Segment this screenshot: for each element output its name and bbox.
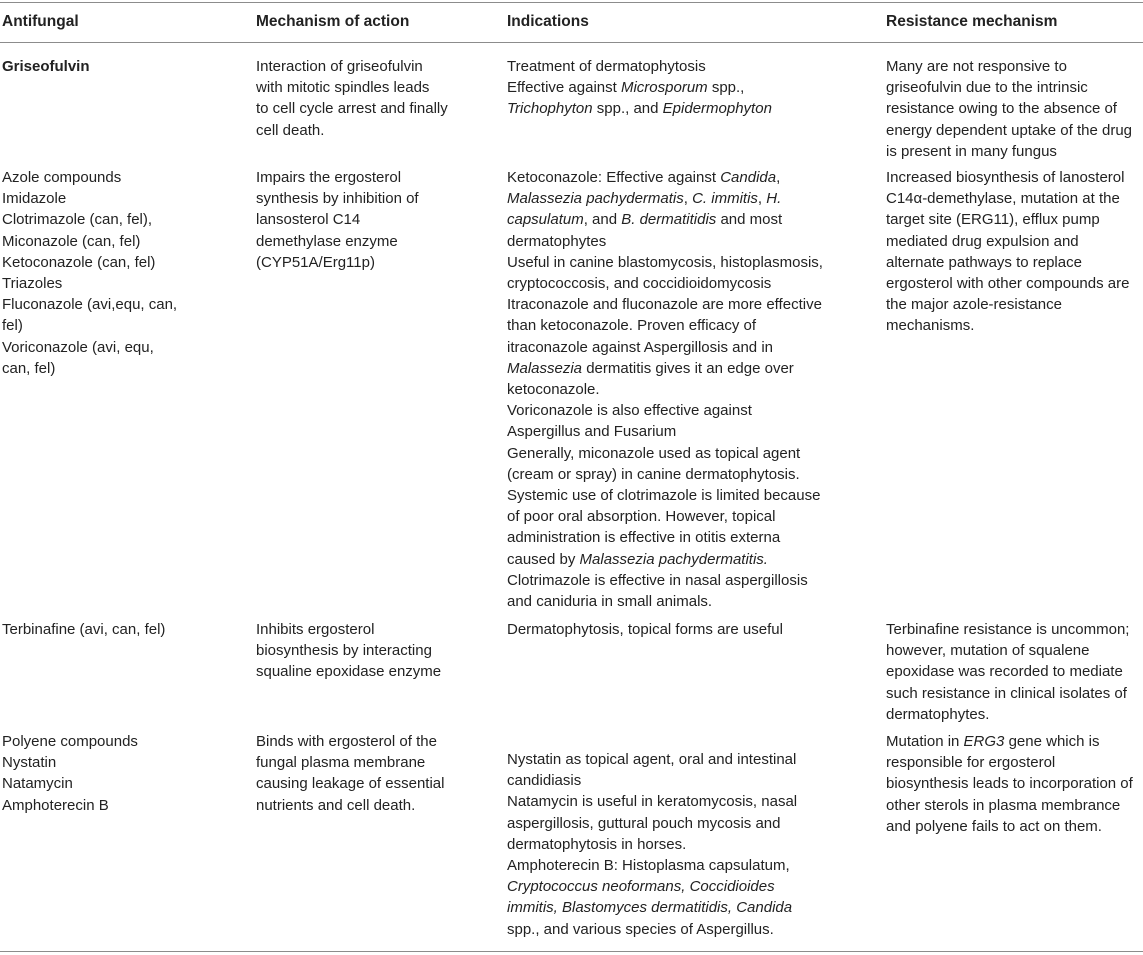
row-griseofulvin-resistance [886,56,1132,162]
italic-text: Malassezia pachydermatis [507,190,684,208]
text-line [886,231,1129,252]
text-segment: , [776,169,781,186]
text-segment: C14α-demethylase, mutation at the [886,190,1120,208]
header-rule [0,42,1143,43]
text-segment: responsible for ergosterol [886,754,1056,772]
text-line: Inhibits ergosterol [256,621,375,638]
text-segment: epoxidase was recorded to mediate [886,663,1123,681]
text-line [886,795,1133,816]
text-line: cell death. [256,121,325,139]
text-line: causing leakage of essential [256,775,445,793]
text-line [507,855,797,876]
text-line [507,464,823,485]
text-line [507,919,797,940]
text-line [886,77,1132,98]
text-line [886,315,1129,336]
text-line [886,619,1129,640]
row-terbinafine-mechanism [256,619,441,683]
text-segment: target site (ERG11), efflux pump [886,211,1100,229]
text-segment: Itraconazole and fluconazole are more effective [507,296,822,314]
row-azoles-resistance [886,167,1129,337]
text-segment: Terbinafine resistance is uncommon; [886,621,1130,638]
text-line [886,273,1129,294]
text-segment: spp., and [592,100,663,118]
text-segment: than ketoconazole. Proven efficacy of [507,317,757,335]
text-line [507,749,797,770]
text-segment: Generally, miconazole used as topical agent [507,444,801,462]
text-line [886,141,1132,162]
text-segment: mediated drug expulsion and [886,232,1079,250]
text-line [886,752,1133,773]
text-segment: Nystatin as topical agent, oral and intestinal [507,751,797,768]
text-line [886,640,1129,661]
text-line: Azole compounds [2,169,122,186]
text-segment: aspergillosis, guttural pouch mycosis and [507,814,781,832]
text-line: (CYP51A/Erg11p) [256,253,375,271]
text-segment: is present in many fungus [886,142,1057,160]
text-line [507,791,797,812]
text-line: Imidazole [2,190,67,208]
text-line: Clotrimazole (can, fel), [2,211,153,229]
text-line [507,485,823,506]
text-segment: spp., [707,79,745,97]
text-line: can, fel) [2,359,56,377]
text-segment: (cream or spray) in canine dermatophytosis. [507,465,800,483]
italic-text: H. [766,190,782,208]
text-line: Amphoterecin B [2,796,109,814]
text-line [886,773,1133,794]
text-line [507,443,823,464]
text-segment: spp., and various species of Aspergillus. [507,920,774,938]
header-resistance: Resistance mechanism [886,13,1058,30]
text-segment: , and [583,211,622,229]
italic-text: capsulatum [507,211,584,229]
text-line [886,56,1132,77]
text-line: Terbinafine (avi, can, fel) [2,621,166,638]
text-segment: , [757,190,767,208]
text-line [886,704,1129,725]
text-line [886,120,1132,141]
text-line [507,379,823,400]
text-line [507,400,823,421]
text-segment: Increased biosynthesis of lanosterol [886,169,1125,186]
text-line [507,876,797,897]
italic-text: Malassezia [507,359,583,377]
text-line: nutrients and cell death. [256,796,416,814]
italic-text: ERG3 [963,733,1005,750]
text-line [886,188,1129,209]
text-line [507,527,823,548]
row-terbinafine-indications [507,619,783,640]
text-segment: itraconazole against Aspergillosis and in [507,338,773,356]
text-segment: such resistance in clinical isolates of [886,684,1127,702]
text-segment: Dermatophytosis, topical forms are useful [507,621,783,638]
text-line [886,731,1133,752]
italic-text: immitis, Blastomyces dermatitidis, Candida [507,899,793,917]
row-azoles-antifungal [2,167,177,379]
text-line [507,252,823,273]
text-line [507,813,797,834]
text-line: Miconazole (can, fel) [2,232,141,250]
text-line [507,273,823,294]
text-line [507,209,823,230]
text-segment: and caniduria in small animals. [507,593,713,611]
text-line [886,294,1129,315]
text-line: Fluconazole (avi,equ, can, [2,296,178,314]
text-segment: candidiasis [507,772,582,790]
text-line: Binds with ergosterol of the [256,733,437,750]
text-segment: dermatitis gives it an edge over [582,359,794,377]
text-line [507,549,823,570]
italic-text: B. dermatitidis [621,211,717,229]
text-segment: and most [716,211,783,229]
text-segment: caused by [507,550,580,568]
header-mechanism: Mechanism of action [256,13,410,30]
italic-text: Trichophyton [507,100,593,118]
text-line: biosynthesis by interacting [256,642,432,660]
header-antifungal: Antifungal [2,13,79,30]
text-line [507,315,823,336]
table-top-rule [0,2,1143,3]
italic-text: C. immitis [692,190,758,208]
text-line [507,98,772,119]
text-segment: and polyene fails to act on them. [886,817,1102,835]
italic-text: Cryptococcus neoformans, Coccidioides [507,878,775,896]
text-line: Polyene compounds [2,733,138,750]
text-line: synthesis by inhibition of [256,190,419,208]
text-segment: dermatophytes. [886,705,990,723]
text-segment: Ketoconazole: Effective against [507,169,721,186]
text-line [886,661,1129,682]
row-polyenes-resistance [886,731,1133,837]
text-segment: administration is effective in otitis externa [507,529,781,547]
table-bottom-rule [0,951,1143,952]
text-line: Triazoles [2,275,63,293]
italic-text: Candida [720,169,777,186]
text-segment: resistance owing to the absence of [886,100,1117,118]
text-line [507,897,797,918]
text-line: Griseofulvin [2,58,90,75]
text-segment: Voriconazole is also effective against [507,402,752,420]
text-line: squaline epoxidase enzyme [256,663,442,681]
text-segment: Many are not responsive to [886,58,1067,75]
text-line [507,294,823,315]
text-line: fel) [2,317,23,335]
text-line [507,421,823,442]
text-segment: biosynthesis leads to incorporation of [886,775,1133,793]
row-polyenes-antifungal [2,731,138,816]
italic-text: Malassezia pachydermatitis. [579,550,768,568]
text-line: Ketoconazole (can, fel) [2,253,156,271]
text-line: fungal plasma membrane [256,754,426,772]
text-line: to cell cycle arrest and finally [256,100,448,118]
text-segment: energy dependent uptake of the drug [886,121,1133,139]
row-griseofulvin-antifungal [2,56,90,77]
header-indications: Indications [507,13,589,30]
italic-text: Epidermophyton [662,100,772,118]
row-azoles-mechanism [256,167,419,273]
text-line [507,619,783,640]
text-line [507,337,823,358]
text-segment: the major azole-resistance [886,296,1062,314]
italic-text: Microsporum [620,79,708,97]
text-segment: ketoconazole. [507,381,600,399]
text-line: Interaction of griseofulvin [256,58,423,75]
text-line [886,98,1132,119]
text-line [507,231,823,252]
row-terbinafine-antifungal [2,619,165,640]
text-segment: Effective against [507,79,621,97]
text-line [507,77,772,98]
row-polyenes-mechanism [256,731,444,816]
text-segment: of poor oral absorption. However, topical [507,508,776,526]
text-line [507,188,823,209]
text-line: lansosterol C14 [256,211,361,229]
text-segment: gene which is [1004,733,1100,750]
text-segment: cryptococcosis, and coccidioidomycosis [507,275,772,293]
text-line: demethylase enzyme [256,232,398,250]
text-segment: Amphoterecin B: Histoplasma capsulatum, [507,857,790,875]
text-segment: other sterols in plasma membrance [886,796,1121,814]
text-segment: Aspergillus and Fusarium [507,423,677,441]
row-griseofulvin-indications [507,56,772,120]
text-segment: mechanisms. [886,317,975,335]
text-segment: dermatophytes [507,232,607,250]
text-segment: ergosterol with other compounds are [886,275,1130,293]
text-segment: Natamycin is useful in keratomycosis, nasal [507,793,798,811]
text-line: Voriconazole (avi, equ, [2,338,154,356]
text-line [886,816,1133,837]
text-line [507,834,797,855]
text-segment: Treatment of dermatophytosis [507,58,706,75]
text-line [507,506,823,527]
row-terbinafine-resistance [886,619,1129,725]
text-line [886,209,1129,230]
row-azoles-indications [507,167,823,612]
row-griseofulvin-mechanism [256,56,448,141]
text-line [886,252,1129,273]
text-line [886,683,1129,704]
row-polyenes-indications [507,749,797,940]
text-segment: however, mutation of squalene [886,642,1090,660]
text-line: Nystatin [2,754,57,772]
text-line [507,358,823,379]
text-line [507,167,823,188]
text-line: Impairs the ergosterol [256,169,402,186]
text-line [507,570,823,591]
text-segment: griseofulvin due to the intrinsic [886,79,1088,97]
text-segment: , [683,190,693,208]
text-line [507,591,823,612]
text-segment: Mutation in [886,733,964,750]
text-segment: dermatophytosis in horses. [507,835,687,853]
text-segment: alternate pathways to replace [886,253,1082,271]
text-segment: Systemic use of clotrimazole is limited because [507,487,821,505]
text-line [886,167,1129,188]
text-segment: Clotrimazole is effective in nasal aspergillosis [507,571,808,589]
text-line [507,56,772,77]
text-line: with mitotic spindles leads [256,79,430,97]
text-segment: Useful in canine blastomycosis, histoplasmosis, [507,253,823,271]
text-line [507,770,797,791]
text-line: Natamycin [2,775,73,793]
